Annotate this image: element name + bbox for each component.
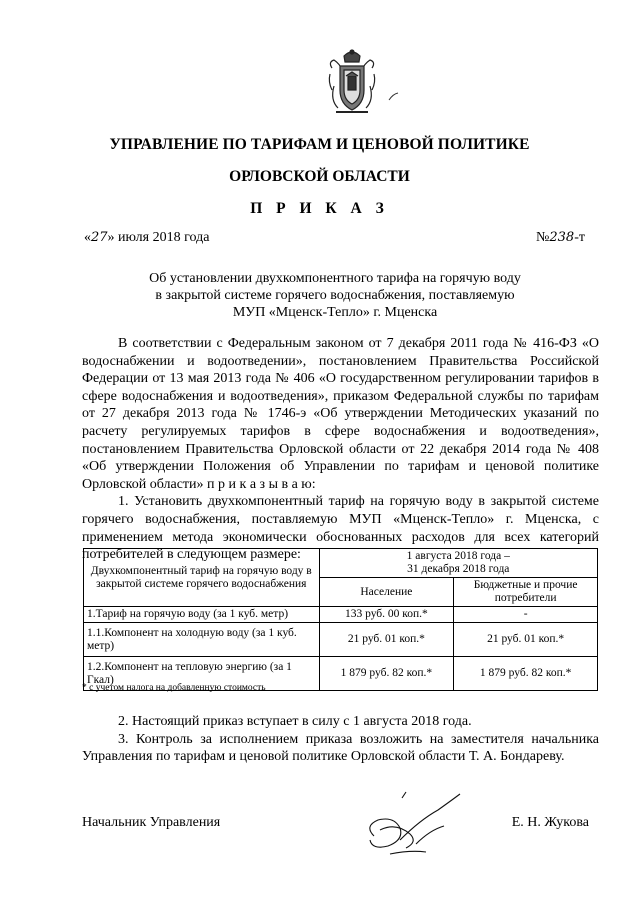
handwritten-number: 238 [549, 230, 575, 245]
handwritten-signature-icon [360, 790, 480, 860]
signatory-position: Начальник Управления [82, 815, 221, 830]
order-date: «27» июля 2018 года [84, 230, 210, 245]
handwritten-day: 27 [91, 230, 108, 245]
table-header-left: Двухкомпонентный тариф на горячую воду в закрытой системе горячего водоснабжения [84, 549, 320, 607]
agency-name: УПРАВЛЕНИЕ ПО ТАРИФАМ И ЦЕНОВОЙ ПОЛИТИКЕ [109, 136, 530, 153]
region-name: ОРЛОВСКОЙ ОБЛАСТИ [229, 168, 410, 185]
vat-footnote: * с учетом налога на добавленную стоимость [82, 683, 266, 693]
point-2: 2. Настоящий приказ вступает в силу с 1 августа 2018 года. [118, 714, 472, 729]
document-type: П Р И К А З [250, 200, 389, 217]
closing-points [82, 713, 599, 766]
point-3: 3. Контроль за исполнением приказа возложить на заместителя начальника Управления по тарифам и ценовой политике Орловской области Т. А. Бондареву. [82, 731, 599, 765]
table-row: 1.2.Компонент на тепловую энергию (за 1 Гкал) 1 879 руб. 82 коп.* 1 879 руб. 82 коп.* [84, 657, 598, 691]
preamble-paragraph: В соответствии с Федеральным законом от 7 декабря 2011 года № 416-ФЗ «О водоснабжении и водоотведении», постановлением Правительства Российской Федерации от 13 мая 2013 года № 406 «О государственном регулировании тарифов в сфере водоснабжения и водоотведения», приказом Федеральной службы по тарифам от 27 декабря 2013 года № 1746-э «Об утверждении Методических указаний по расчету регулируемых тарифов в сфере водоснабжения и водоотведения», постановлением Правительства Орловской области от 22 декабря 2014 года № 408 «Об утверждении Положения об Управлении по тарифам и ценовой политике Орловской области» п р и к а з ы в а ю: [82, 336, 599, 492]
coat-of-arms-icon [326, 46, 378, 118]
prikazyvayu-word: п р и к а з ы в а ю: [207, 476, 316, 492]
order-body [82, 335, 599, 564]
column-budget: Бюджетные и прочие потребители [454, 578, 598, 607]
table-period: 1 августа 2018 года – 31 декабря 2018 года [319, 549, 597, 578]
signatory-name: Е. Н. Жукова [511, 815, 589, 830]
pen-mark-icon [388, 92, 400, 102]
table-row: 1.1.Компонент на холодную воду (за 1 куб. метр) 21 руб. 01 коп.* 21 руб. 01 коп.* [84, 623, 598, 657]
table-row: 1.Тариф на горячую воду (за 1 куб. метр) 133 руб. 00 коп.* - [84, 607, 598, 623]
order-number: №238-т [536, 230, 585, 245]
point-1: 1. Установить двухкомпонентный тариф на горячую воду в закрытой системе горячего водоснабжения, поставляемую МУП «Мценск-Тепло» г. Мценска, с применением метода экономически обоснованных расходов для всех категорий потребителей в следующем размере: [82, 494, 599, 563]
order-title: Об установлении двухкомпонентного тарифа на горячую воду в закрытой системе горячего водоснабжения, поставляемую МУП «Мценск-Тепло» г. Мценска [149, 271, 521, 320]
tariff-table [83, 548, 598, 691]
column-population: Население [319, 578, 454, 607]
